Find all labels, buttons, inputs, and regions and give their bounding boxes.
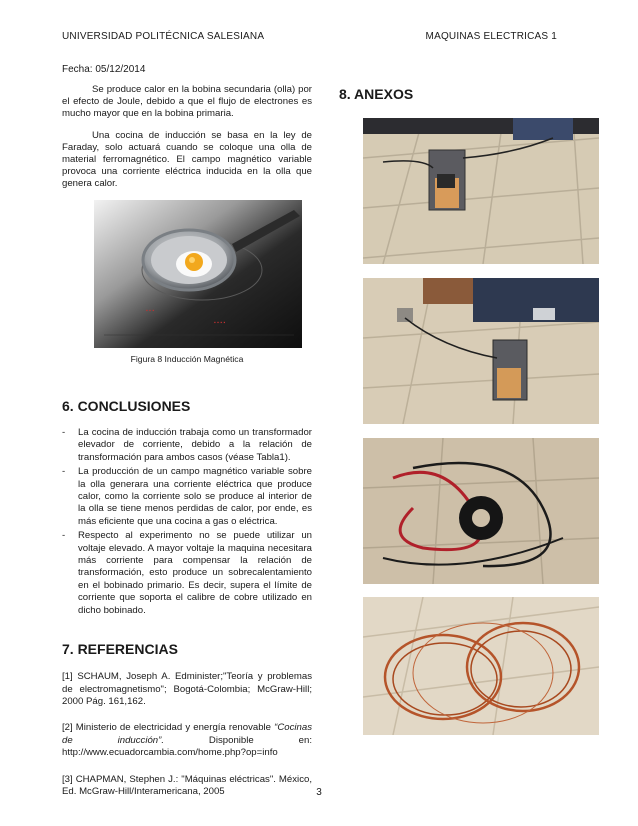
annex-photo-copper-coil [363,597,599,735]
annex-photo-setup [363,278,599,424]
header-course: MAQUINAS ELECTRICAS 1 [425,31,557,42]
list-item: - La cocina de inducción trabaja como un transformador elevador de corriente, debido a la relación de transformación para ambos casos (véase Tabla1). [62,427,312,463]
list-item: - Respecto al experimento no se puede utilizar un voltaje elevado. A mayor voltaje la maquina necesitara más corriente para compensar la relación de transformación, esto produce un sobrecalentamiento en el bobinado primario. Es decir, supera el límite de corriente que soporta el calibre de cobre utilizado en dicho bobinado. [62,530,312,616]
induction-cooktop-photo [94,200,302,348]
reference-3: [3] CHAPMAN, Stephen J.: "Máquinas eléctricas". México, Ed. McGraw-Hill/Interamericana, 2005 [62,773,312,797]
right-column [339,84,577,735]
conclusions-heading: 6. CONCLUSIONES [62,398,191,414]
svg-text:▪ ▪ ▪ ▪: ▪ ▪ ▪ ▪ [214,320,226,326]
reference-1: [1] SCHAUM, Joseph A. Edminister;"Teoría y problemas de electromagnetismo"; Bogotá-Colombia; McGraw-Hill; 2000 Pág. 161,162. [62,671,312,707]
annex-heading: 8. ANEXOS [339,86,414,102]
svg-text:▪ ▪ ▪: ▪ ▪ ▪ [146,308,155,314]
references-heading: 7. REFERENCIAS [62,641,178,658]
intro-paragraph-2: Una cocina de inducción se basa en la ley de Faraday, solo actuará cuando se coloque una olla de material ferromagnético. El campo magnético variable provoca una corriente eléctrica inducida en la olla que genera calor. [62,130,312,189]
list-item: - La producción de un campo magnético variable sobre la olla generara una corriente eléctrica que produce calor, como la corriente solo se produce al interior de la olla se tiene menos perdidas de calor, por ende, es más eficiente que una cocina a gas o eléctrica. [62,466,312,527]
conclusions-list [62,427,312,617]
left-column [62,84,312,798]
header-date: Fecha: 05/12/2014 [62,64,146,75]
page-number: 3 [316,787,322,798]
reference-2: [2] Ministerio de electricidad y energía renovable “Cocinas de inducción”. Disponible en: http://www.ecuadorcambia.com/home.php?op=info [62,722,312,759]
figure-caption: Figura 8 Inducción Magnética [130,354,244,364]
header-institution: UNIVERSIDAD POLITÉCNICA SALESIANA [62,31,265,42]
annex-photo-cables [363,438,599,584]
intro-paragraph-1: Se produce calor en la bobina secundaria (olla) por el efecto de Joule, debido a que el flujo de electrones es mucho mayor que en la bobina primaria. [62,84,312,119]
annex-photo-transformer [363,118,599,264]
